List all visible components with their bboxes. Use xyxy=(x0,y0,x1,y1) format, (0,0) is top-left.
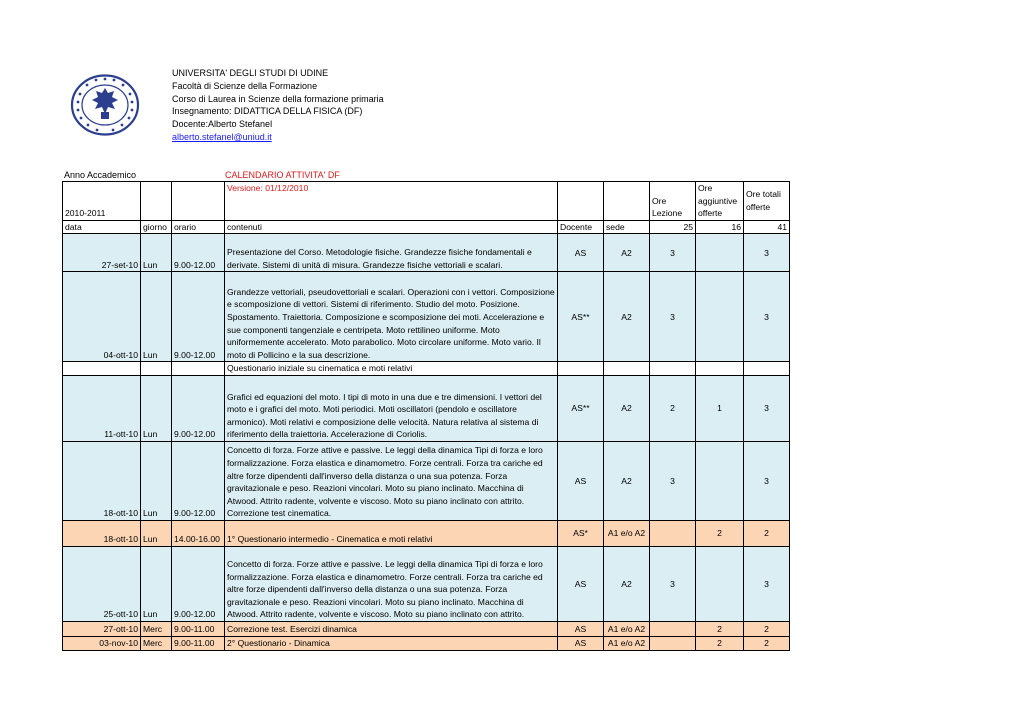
cell-contenuti: Concetto di forza. Forze attive e passive. Le leggi della dinamica Tipi di forza e loro formalizzazione. Forza elastica e dinamometro. Forze centrali. Forza tra cariche ed altre forze dipendenti dall'inverso della distanza o una sua potenza. Forza gravitazionale e peso. Reazioni vincolari. Moto su piano inclinato. Macchina di Atwood. Attrito radente, volvente e viscoso. Moto su piano inclinato con attrito. Correzione test cinematica. xyxy=(225,441,558,520)
cell-sede: A1 e/o A2 xyxy=(604,636,650,650)
cell-docente: AS xyxy=(558,546,604,621)
header-row-top xyxy=(63,182,790,221)
cell-giorno: Merc xyxy=(141,636,172,650)
cell-ore-lezione: 3 xyxy=(650,441,696,520)
cell-contenuti: Grandezze vettoriali, pseudovettoriali e scalari. Operazioni con i vettori. Composizione e scomposizione di vettori. Sistemi di riferimento. Studio del moto. Posizione. Spostamento. Traiettoria. Composizione e scomposizione dei moti. Accelerazione e sue componenti tangenziale e centripeta. Moto rettilineo uniforme. Moto uniformemente accelerato. Moto parabolico. Moto circolare uniforme. Moto vario. Il moto di Pollicino e la sua descrizione. xyxy=(225,272,558,362)
col-giorno: giorno xyxy=(141,220,172,234)
cell-ore-lezione xyxy=(650,636,696,650)
university-name: UNIVERSITA' DEGLI STUDI DI UDINE xyxy=(172,68,329,78)
sum-ore-lezione: 25 xyxy=(650,220,696,234)
table-row xyxy=(63,441,790,520)
cell-docente: AS** xyxy=(558,375,604,441)
degree-course: Corso di Laurea in Scienze della formazione primaria xyxy=(172,93,384,104)
cell-ore-aggiuntive xyxy=(696,546,744,621)
col-orario: orario xyxy=(172,220,225,234)
cell-orario: 9.00-11.00 xyxy=(172,636,225,650)
cell-ore-lezione: 3 xyxy=(650,234,696,272)
cell-ore-totali: 3 xyxy=(744,546,790,621)
cell-docente: AS** xyxy=(558,272,604,362)
teacher-email-link[interactable]: alberto.stefanel@uniud.it xyxy=(172,131,272,142)
cell-contenuti: 1° Questionario intermedio - Cinematica e moti relativi xyxy=(225,520,558,546)
cell-giorno: Lun xyxy=(141,272,172,362)
table-row xyxy=(63,546,790,621)
cell-ore-aggiuntive xyxy=(696,441,744,520)
table-row xyxy=(63,520,790,546)
cell-data: 04-ott-10 xyxy=(63,272,141,362)
academic-year-label: Anno Accademico xyxy=(64,170,137,180)
cell-sede: A2 xyxy=(604,375,650,441)
cell-ore-aggiuntive: 2 xyxy=(696,621,744,636)
cell-note: Questionario iniziale su cinematica e moti relativi xyxy=(225,362,558,376)
col-ore-aggiuntive: Ore aggiuntive offerte xyxy=(696,182,744,221)
sum-ore-totali: 41 xyxy=(744,220,790,234)
cell-orario: 14.00-16.00 xyxy=(172,520,225,546)
sum-ore-aggiuntive: 16 xyxy=(696,220,744,234)
cell-giorno: Lun xyxy=(141,441,172,520)
subject: Insegnamento: DIDATTICA DELLA FISICA (DF) xyxy=(172,106,363,117)
table-row xyxy=(63,621,790,636)
faculty-name: Facoltà di Scienze della Formazione xyxy=(172,80,318,91)
cell-ore-totali: 3 xyxy=(744,272,790,362)
cell-contenuti: Correzione test. Esercizi dinamica xyxy=(225,621,558,636)
header-row-columns xyxy=(63,220,790,234)
cell-giorno: Merc xyxy=(141,621,172,636)
cell-ore-aggiuntive: 2 xyxy=(696,636,744,650)
cell-orario: 9.00-12.00 xyxy=(172,375,225,441)
cell-ore-aggiuntive xyxy=(696,234,744,272)
cell-sede: A2 xyxy=(604,546,650,621)
cell-data: 18-ott-10 xyxy=(63,520,141,546)
calendar-title: CALENDARIO ATTIVITA' DF xyxy=(225,170,340,180)
cell-sede: A2 xyxy=(604,272,650,362)
cell-ore-aggiuntive xyxy=(696,272,744,362)
cell-data: 03-nov-10 xyxy=(63,636,141,650)
cell-data: 27-ott-10 xyxy=(63,621,141,636)
teacher: Docente:Alberto Stefanel xyxy=(172,119,273,130)
cell-sede: A1 e/o A2 xyxy=(604,520,650,546)
cell-giorno: Lun xyxy=(141,234,172,272)
cell-ore-totali: 3 xyxy=(744,441,790,520)
cell-docente: AS* xyxy=(558,520,604,546)
academic-year-value: 2010-2011 xyxy=(63,182,141,221)
cell-ore-lezione xyxy=(650,520,696,546)
cell-data: 11-ott-10 xyxy=(63,375,141,441)
col-contenuti: contenuti xyxy=(225,220,558,234)
cell-giorno: Lun xyxy=(141,520,172,546)
cell-contenuti: Concetto di forza. Forze attive e passive. Le leggi della dinamica Tipi di forza e loro formalizzazione. Forza elastica e dinamometro. Forze centrali. Forza tra cariche ed altre forze dipendenti dall'inverso della distanza o una sua potenza. Forza gravitazionale e peso. Reazioni vincolari. Moto su piano inclinato. Macchina di Atwood. Attrito radente, volvente e viscoso. Moto su piano inclinato con attrito. xyxy=(225,546,558,621)
col-ore-lezione: Ore Lezione xyxy=(650,182,696,221)
cell-ore-totali: 2 xyxy=(744,621,790,636)
cell-docente: AS xyxy=(558,441,604,520)
cell-contenuti: Grafici ed equazioni del moto. I tipi di moto in una due e tre dimensioni. I vettori del moto e i grafici del moto. Moti periodici. Moti oscillatori (pendolo e oscillatore armonico). Moti relativi e composizione delle velocità. Natura relativa al sistema di riferimento della traiettoria. Accelerazione di Coriolis. xyxy=(225,375,558,441)
cell-orario: 9.00-12.00 xyxy=(172,234,225,272)
cell-orario: 9.00-11.00 xyxy=(172,621,225,636)
col-data: data xyxy=(63,220,141,234)
cell-ore-lezione xyxy=(650,621,696,636)
cell-giorno: Lun xyxy=(141,546,172,621)
cell-orario: 9.00-12.00 xyxy=(172,546,225,621)
cell-ore-aggiuntive: 2 xyxy=(696,520,744,546)
version-label: Versione: 01/12/2010 xyxy=(225,182,558,221)
cell-sede: A1 e/o A2 xyxy=(604,621,650,636)
cell-ore-totali: 3 xyxy=(744,375,790,441)
table-row xyxy=(63,234,790,272)
header-block xyxy=(172,67,384,144)
table-row xyxy=(63,375,790,441)
cell-sede: A2 xyxy=(604,234,650,272)
col-ore-totali: Ore totali offerte xyxy=(744,182,790,221)
cell-ore-lezione: 2 xyxy=(650,375,696,441)
cell-docente: AS xyxy=(558,621,604,636)
cell-giorno: Lun xyxy=(141,375,172,441)
calendar-table xyxy=(62,181,790,651)
cell-ore-aggiuntive: 1 xyxy=(696,375,744,441)
cell-orario: 9.00-12.00 xyxy=(172,272,225,362)
table-row-note xyxy=(63,362,790,376)
table-row xyxy=(63,636,790,650)
cell-ore-lezione: 3 xyxy=(650,272,696,362)
cell-ore-lezione: 3 xyxy=(650,546,696,621)
cell-data: 25-ott-10 xyxy=(63,546,141,621)
cell-contenuti: 2° Questionario - Dinamica xyxy=(225,636,558,650)
cell-docente: AS xyxy=(558,636,604,650)
cell-ore-totali: 3 xyxy=(744,234,790,272)
col-sede: sede xyxy=(604,220,650,234)
cell-contenuti: Presentazione del Corso. Metodologie fisiche. Grandezze fisiche fondamentali e derivate. Sistemi di unità di misura. Grandezze fisiche vettoriali e scalari. xyxy=(225,234,558,272)
table-row xyxy=(63,272,790,362)
cell-sede: A2 xyxy=(604,441,650,520)
cell-data: 18-ott-10 xyxy=(63,441,141,520)
university-seal-logo xyxy=(70,74,140,136)
cell-data: 27-set-10 xyxy=(63,234,141,272)
cell-ore-totali: 2 xyxy=(744,636,790,650)
cell-orario: 9.00-12.00 xyxy=(172,441,225,520)
cell-docente: AS xyxy=(558,234,604,272)
col-docente: Docente xyxy=(558,220,604,234)
cell-ore-totali: 2 xyxy=(744,520,790,546)
